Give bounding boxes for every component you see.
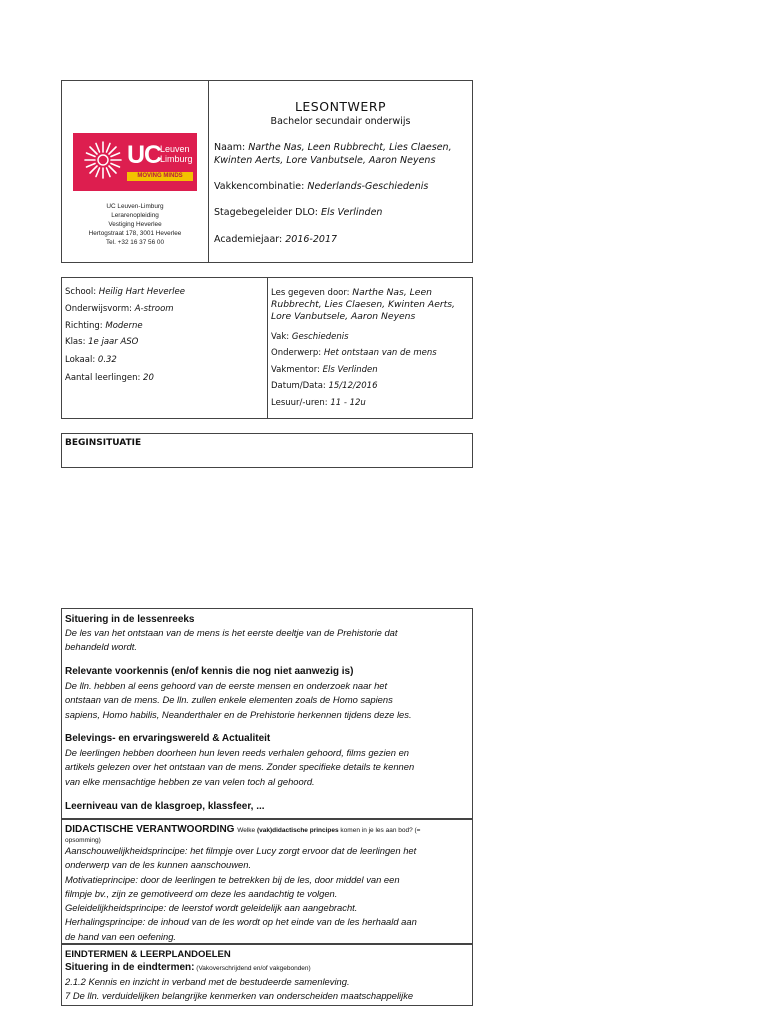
- logo-uc: UC: [127, 141, 162, 169]
- jaar-row: [214, 234, 337, 247]
- stage-label: Stagebegeleider DLO:: [214, 207, 318, 218]
- text-line: De les van het ontstaan van de mens is het eerste deeltje van de Prehistorie dat: [65, 627, 398, 638]
- lesuur-row: [271, 397, 366, 409]
- voorkennis-text: [65, 679, 469, 722]
- text-line: artikels gelezen over het ontstaan van de mens. Zonder specifieke details te kennen: [65, 761, 415, 773]
- inst-line: Tel. +32 16 37 56 00: [105, 239, 165, 246]
- text-line: ontstaan van de mens. De lln. zullen enkele elementen zoals de Homo sapiens: [65, 694, 393, 706]
- onderwerp-value: Het ontstaan van de mens: [323, 348, 437, 358]
- naam-row: [214, 142, 452, 155]
- didactische-verantwoording-box: [61, 819, 473, 944]
- datum-row: [271, 380, 377, 392]
- gegeven-value-3: Lore Vanbutsele, Aaron Neyens: [271, 311, 416, 322]
- beleving-text: [65, 746, 469, 789]
- text-line: de hand van een oefening.: [65, 930, 177, 942]
- logo-line1: Leuven: [160, 144, 190, 154]
- aantal-label: Aantal leerlingen:: [65, 373, 141, 383]
- naam-value-2: Kwinten Aerts, Lore Vanbutsele, Aaron Neyens: [214, 155, 436, 166]
- lesuur-label: Lesuur/-uren:: [271, 398, 328, 408]
- lokaal-row: [65, 354, 117, 366]
- vak-value: Geschiedenis: [291, 332, 349, 342]
- klas-label: Klas:: [65, 337, 86, 347]
- text-line: De leerlingen hebben doorheen hun leven reeds verhalen gehoord, films gezien en: [65, 747, 409, 758]
- logo-tagline: MOVING MINDS: [127, 172, 193, 181]
- school-label: School:: [65, 287, 97, 297]
- beginsituatie-box: [61, 433, 473, 468]
- school-value: Heilig Hart Heverlee: [98, 287, 185, 297]
- klas-value: 1e jaar ASO: [88, 337, 139, 347]
- richting-value: Moderne: [105, 321, 143, 331]
- inst-line: Hertogstraat 178, 3001 Heverlee: [88, 230, 182, 237]
- beleving-heading: Belevings- en ervaringswereld & Actualiteit: [65, 733, 271, 744]
- inst-line: Lerarenopleiding: [111, 212, 159, 219]
- inst-line: Vestiging Heverlee: [108, 221, 162, 228]
- didactisch-title: DIDACTISCHE VERANTWOORDING: [65, 824, 235, 835]
- uc-leuven-limburg-logo: [73, 133, 197, 191]
- didactisch-hint-2: opsomming): [65, 837, 101, 844]
- vakken-value: Nederlands-Geschiedenis: [307, 181, 429, 192]
- text-line: sapiens, Homo habilis, Neanderthaler en de Prehistorie herkennen tijdens deze les.: [65, 708, 412, 720]
- mentor-row: [271, 364, 378, 376]
- naam-label: Naam:: [214, 142, 246, 153]
- stage-row: [214, 207, 382, 220]
- klas-row: [65, 336, 138, 348]
- mentor-value: Els Verlinden: [322, 365, 378, 375]
- gegeven-row-3: [271, 311, 415, 323]
- column-divider: [267, 278, 268, 418]
- gegeven-label: Les gegeven door:: [271, 288, 350, 298]
- text-line: 7 De lln. verduidelijken belangrijke kenmerken van onderscheiden maatschappelijke: [65, 990, 414, 1002]
- text-line: 2.1.2 Kennis en inzicht in verband met de bestudeerde samenleving.: [65, 976, 350, 987]
- text-line: Aanschouwelijkheidsprincipe: het filmpje over Lucy zorgt ervoor dat de leerlingen het: [65, 845, 417, 856]
- jaar-value: 2016-2017: [285, 234, 338, 245]
- eindtermen-sub: [65, 962, 311, 973]
- gegeven-row-2: [271, 299, 455, 311]
- eindtermen-text: [65, 975, 469, 1004]
- school-row: [65, 286, 185, 298]
- text-line: Motivatieprincipe: door de leerlingen te betrekken bij de les, door middel van een: [65, 873, 400, 885]
- lesson-header: [61, 80, 473, 263]
- page-subtitle: Bachelor secundair onderwijs: [270, 116, 411, 127]
- richting-row: [65, 320, 143, 332]
- sunburst-icon: [83, 140, 123, 180]
- vorm-value: A-stroom: [134, 304, 174, 314]
- gegeven-value-2: Rubbrecht, Lies Claesen, Kwinten Aerts,: [271, 299, 455, 310]
- leerniveau-heading: Leerniveau van de klasgroep, klassfeer, ...: [65, 801, 265, 812]
- institution-address: [62, 202, 208, 247]
- vorm-label: Onderwijsvorm:: [65, 304, 133, 314]
- text-line: behandeld wordt.: [65, 641, 137, 653]
- didactisch-text: [65, 844, 469, 944]
- eindtermen-sub-hint: (Vakoverschrijdend en/of vakgebonden): [194, 965, 311, 972]
- lokaal-label: Lokaal:: [65, 355, 96, 365]
- vak-label: Vak:: [271, 332, 290, 342]
- stage-value: Els Verlinden: [320, 207, 383, 218]
- text-line: Geleidelijkheidsprincipe: de leerstof wordt geleidelijk aan aangebracht.: [65, 902, 358, 914]
- eindtermen-sub-title: Situering in de eindtermen:: [65, 962, 195, 973]
- voorkennis-heading: Relevante voorkennis (en/of kennis die nog niet aanwezig is): [65, 666, 354, 677]
- logo-column: [62, 81, 209, 262]
- gegeven-value: Narthe Nas, Leen: [352, 287, 432, 298]
- datum-value: 15/12/2016: [328, 381, 378, 391]
- inst-line: UC Leuven-Limburg: [106, 203, 164, 210]
- lokaal-value: 0.32: [97, 355, 117, 365]
- vakken-label: Vakkencombinatie:: [214, 181, 305, 192]
- lesuur-value: 11 - 12u: [330, 398, 366, 408]
- beginsituatie-title: BEGINSITUATIE: [65, 438, 142, 448]
- jaar-label: Academiejaar:: [214, 234, 283, 245]
- lesson-info-table: [61, 277, 473, 419]
- vak-row: [271, 331, 349, 343]
- text-line: filmpje bv., zijn ze gemotiveerd om deze les aandachtig te volgen.: [65, 887, 338, 899]
- richting-label: Richting:: [65, 321, 103, 331]
- naam-row-2: [214, 155, 435, 168]
- naam-value: Narthe Nas, Leen Rubbrecht, Lies Claesen,: [248, 142, 452, 153]
- datum-label: Datum/Data:: [271, 381, 326, 391]
- situering-text: [65, 626, 469, 655]
- didactisch-hint: Welke: [237, 827, 257, 834]
- text-line: Herhalingsprincipe: de inhoud van de les wordt op het einde van de les herhaald aan: [65, 916, 417, 928]
- onderwerp-row: [271, 347, 437, 359]
- logo-name: [160, 144, 193, 164]
- aantal-value: 20: [143, 373, 154, 383]
- onderwerp-label: Onderwerp:: [271, 348, 322, 358]
- situering-heading: Situering in de lessenreeks: [65, 614, 195, 625]
- logo-line2: Limburg: [160, 154, 193, 164]
- eindtermen-box: [61, 944, 473, 1006]
- page-title: LESONTWERP: [294, 99, 387, 114]
- text-line: van elke mensachtige hebben ze van velen toch al gehoord.: [65, 775, 315, 787]
- text-line: onderwerp van de les kunnen aanschouwen.: [65, 859, 252, 871]
- gegeven-row: [271, 287, 432, 299]
- didactisch-heading: [65, 824, 420, 835]
- didactisch-hint-end: komen in je les aan bod? (=: [338, 827, 421, 834]
- text-line: De lln. hebben al eens gehoord van de eerste mensen en onderzoek naar het: [65, 680, 388, 691]
- header-info: [209, 81, 472, 262]
- vorm-row: [65, 303, 174, 315]
- situering-box: [61, 608, 473, 819]
- aantal-row: [65, 372, 154, 384]
- mentor-label: Vakmentor:: [271, 365, 320, 375]
- vakken-row: [214, 181, 428, 194]
- eindtermen-heading: EINDTERMEN & LEERPLANDOELEN: [65, 949, 231, 960]
- didactisch-hint-bold: (vak)didactische principes: [256, 827, 339, 834]
